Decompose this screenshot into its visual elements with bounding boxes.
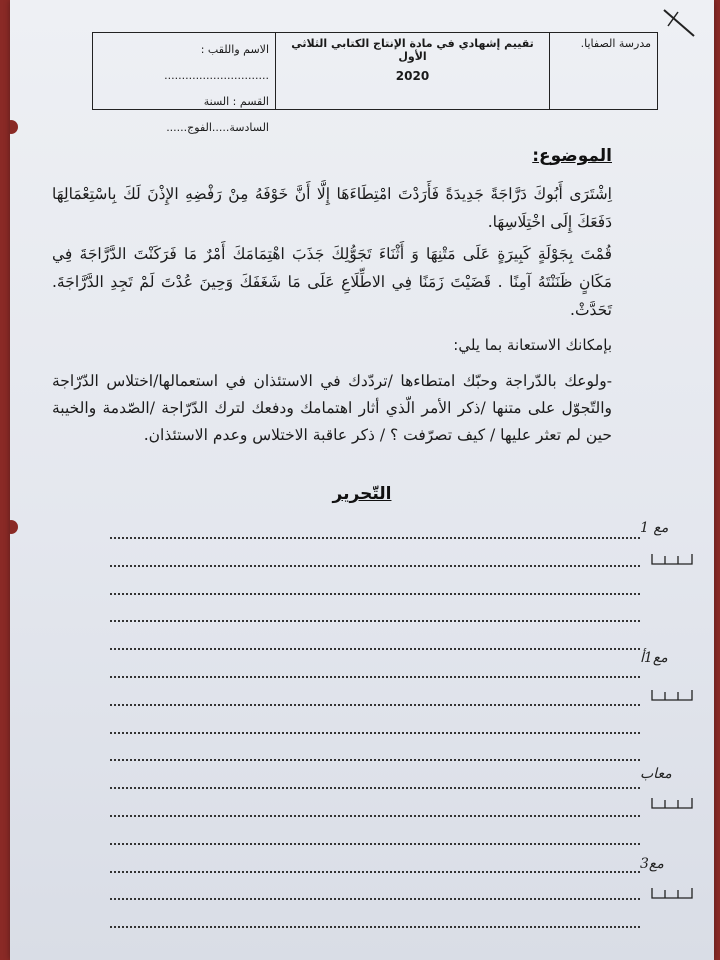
answer-line <box>110 787 640 789</box>
topic-paragraph-1: اِشْتَرَى أَبُوكَ دَرَّاجَةً جَدِيدَةً فَأَرَدْتَ امْتِطَاءَهَا إِلَّا أَنَّ خَوْفَهُ مِنْ رَفْضِهِ الإِذْنَ لَكَ بِاسْتِعْمَالِهَا دَفَعَكَ إِلَى اخْتِلَاسِهَا. <box>52 185 612 231</box>
school-name: مدرسة الصفايا. <box>549 33 657 109</box>
answer-line <box>110 593 640 595</box>
answer-line <box>110 843 640 845</box>
answer-line <box>110 565 640 567</box>
margin-note: مع1أ <box>640 650 668 666</box>
answer-line <box>110 759 640 761</box>
tally-mark <box>650 688 694 702</box>
exam-year: 2020 <box>395 69 430 83</box>
answer-line <box>110 676 640 678</box>
exam-header-table <box>92 32 658 134</box>
binder-hole <box>10 120 18 134</box>
topic-paragraph-2: قُمْتَ بِجَوْلَةٍ كَبِيرَةٍ عَلَى مَتْنِهَا وَ أَثْنَاءَ تَجَوُّلِكَ جَذَبَ اهْتِمَامَكَ أَمْرٌ مَا فَرَكَنْتَ الدَّرَّاجَةَ فِي مَكَانٍ ظَنَنْتَهُ آمِنًا . قَضَيْتَ زَمَنًا فِي الاطِّلَاعِ عَلَى مَا شَغَفَكَ وَحِينَ عُدْتَ لَمْ تَجِدِ الدَّرَّاجَةَ. تَحَدَّثْ. <box>52 245 612 319</box>
corner-check-mark <box>662 6 696 40</box>
answer-line <box>110 898 640 900</box>
tally-mark <box>650 796 694 810</box>
answer-line <box>110 704 640 706</box>
tally-mark <box>650 552 694 566</box>
exam-title-text: تقييم إشهادي في مادة الإنتاج الكتابي الثلاثي الأول <box>291 37 534 63</box>
exam-title <box>275 33 549 109</box>
topic-heading: الموضوع: <box>532 146 612 166</box>
writing-heading: التّحرير <box>332 484 392 504</box>
margin-note: مع 1 <box>640 520 669 536</box>
margin-note: معاب <box>640 766 672 782</box>
binder-hole <box>10 520 18 534</box>
student-info <box>93 33 275 134</box>
tally-mark <box>650 886 694 900</box>
answer-line <box>110 732 640 734</box>
answer-line <box>110 537 640 539</box>
answer-line <box>110 871 640 873</box>
hints-heading: بإمكانك الاستعانة بما يلي: <box>453 336 612 354</box>
student-class-field: القسم : السنة السادسة.....الفوج...... <box>166 95 269 134</box>
answer-line <box>110 815 640 817</box>
answer-line <box>110 620 640 622</box>
answer-line <box>110 926 640 928</box>
answer-line <box>110 648 640 650</box>
margin-note: مع3 <box>640 856 664 872</box>
student-name-field: الاسم واللقب : .............................. <box>164 43 269 82</box>
exam-sheet <box>10 0 714 960</box>
hints-text: -ولوعك بالدّراجة وحبّك امتطاءها /تردّدك في الاستئذان في استعمالها/اختلاس الدّرّاجة والتّجوّل على متنها /ذكر الأمر الّذي أثار اهتمامك ودفعك لترك الدّرّاجة /الصّدمة والخيبة حين لم تعثر عليها / كيف تصرّفت ؟ / ذكر عاقبة الاختلاس وعدم الاستئذان. <box>52 372 612 444</box>
